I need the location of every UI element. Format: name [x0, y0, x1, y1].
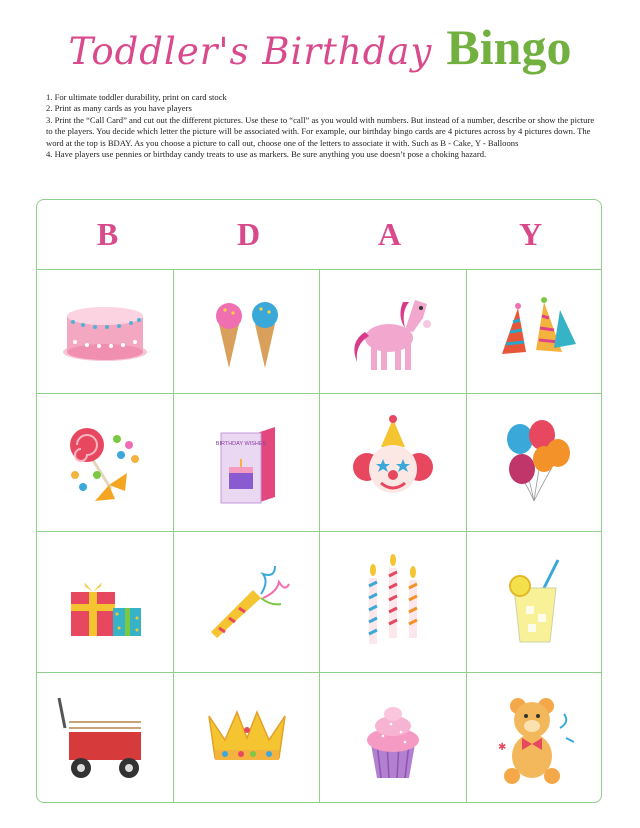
letter-d: D — [236, 216, 261, 252]
candles-icon — [343, 552, 443, 652]
cell-clown[interactable] — [320, 394, 467, 532]
cell-party-horn[interactable] — [174, 532, 320, 673]
page-title — [0, 18, 640, 88]
wagon-icon — [55, 688, 155, 788]
clown-icon — [343, 413, 443, 513]
crown-icon — [197, 688, 297, 788]
cell-cake[interactable] — [37, 270, 174, 394]
cell-ice-cream[interactable] — [174, 270, 320, 394]
cell-candles[interactable] — [320, 532, 467, 673]
letter-a: A — [377, 216, 402, 252]
cupcake-icon — [343, 688, 443, 788]
title-script: Toddler's Birthday — [68, 30, 433, 73]
balloons-icon — [484, 413, 584, 513]
cell-lemonade[interactable] — [467, 532, 601, 673]
party-hats-icon — [484, 282, 584, 382]
instructions — [46, 92, 602, 160]
bingo-grid — [37, 270, 601, 802]
bingo-header-row — [37, 200, 601, 270]
cell-party-hats[interactable] — [467, 270, 601, 394]
cell-wagon[interactable] — [37, 673, 174, 802]
cell-pony[interactable] — [320, 270, 467, 394]
cake-icon — [55, 282, 155, 382]
letter-y: Y — [518, 216, 543, 252]
lemonade-icon — [484, 552, 584, 652]
cell-crown[interactable] — [174, 673, 320, 802]
svg-text:✱: ✱ — [498, 741, 507, 753]
lollipop-icon — [55, 413, 155, 513]
cell-gifts[interactable] — [37, 532, 174, 673]
title-bingo: Bingo — [446, 19, 572, 75]
instruction-2: 2. Print as many cards as you have players — [46, 103, 192, 114]
ice-cream-icon — [197, 282, 297, 382]
cell-cupcake[interactable] — [320, 673, 467, 802]
card-label: BIRTHDAY WISHES — [215, 440, 266, 447]
letter-b: B — [96, 216, 119, 252]
cell-teddy-bear[interactable] — [467, 673, 601, 802]
instruction-1: 1. For ultimate toddler durability, print on card stock — [46, 92, 227, 102]
birthday-card-icon — [197, 413, 297, 513]
cell-birthday-card[interactable] — [174, 394, 320, 532]
pony-icon — [343, 282, 443, 382]
instruction-4: 4. Have players use pennies or birthday candy treats to use as markers. Be sure anything you use doesn’t pose a choking hazard. — [46, 149, 487, 160]
party-horn-icon — [197, 552, 297, 652]
gifts-icon — [55, 552, 155, 652]
teddy-bear-icon — [484, 688, 584, 788]
cell-lollipop[interactable] — [37, 394, 174, 532]
bingo-card — [36, 199, 602, 803]
cell-balloons[interactable] — [467, 394, 601, 532]
instruction-3: 3. Print the “Call Card” and cut out the different pictures. Use these to “call” as you would with numbers. But instead of a number, describe or show the picture to the players. You decide which letter the picture will be associated with. For example, our birthday bingo cards are 4 pictures across by 4 pictures down. The word at the top is BDAY. As you choose a picture to call out, choose one of the letters to associate it with. Such as B - Cake, Y - Balloons — [46, 114, 595, 148]
